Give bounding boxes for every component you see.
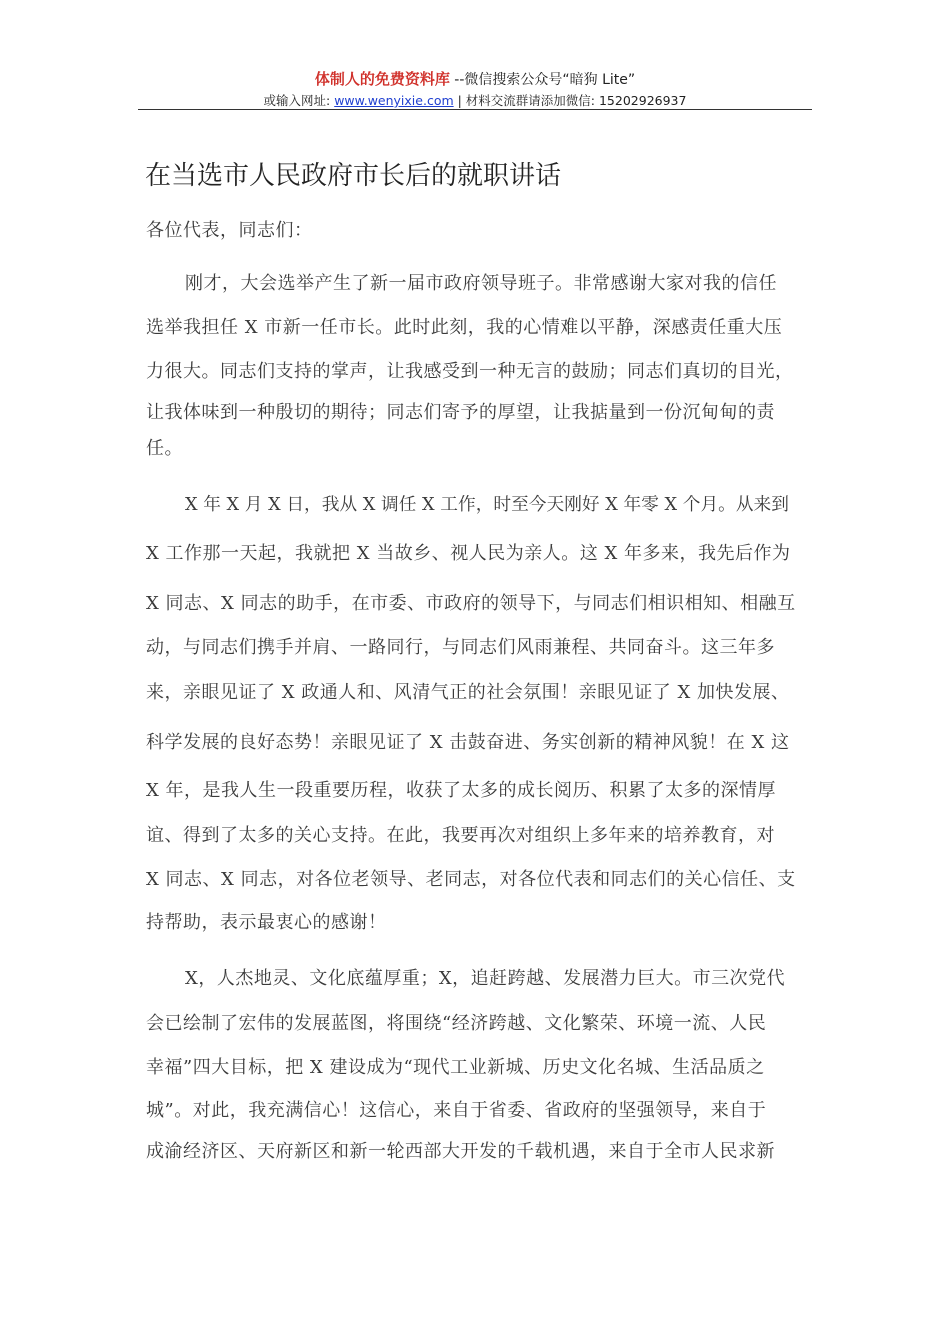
paragraph-2-line-3: X 同志、X 同志的助手，在市委、市政府的领导下，与同志们相识相知、相融互 <box>146 593 796 614</box>
document-header <box>138 68 812 111</box>
paragraph-3-line-3: 幸福”四大目标，把 X 建设成为“现代工业新城、历史文化名城、生活品质之 <box>146 1057 765 1078</box>
paragraph-2-line-6: 科学发展的良好态势！亲眼见证了 X 击鼓奋进、务实创新的精神风貌！在 X 这 <box>146 732 790 753</box>
header-url-prefix: 或输入网址: <box>263 93 335 108</box>
document-title: 在当选市人民政府市长后的就职讲话 <box>145 161 562 191</box>
paragraph-2-line-1: X 年 X 月 X 日，我从 X 调任 X 工作，时至今天刚好 X 年零 X 个月。从来到 <box>185 495 789 515</box>
header-contact-line <box>138 91 812 111</box>
paragraph-1-line-2: 选举我担任 X 市新一任市长。此时此刻，我的心情难以平静，深感责任重大压 <box>146 317 783 338</box>
header-brand-line <box>138 68 812 91</box>
header-url-link[interactable]: www.wenyixie.com <box>334 93 454 108</box>
paragraph-2-line-7: X 年，是我人生一段重要历程，收获了太多的成长阅历、积累了太多的深情厚 <box>146 780 777 801</box>
paragraph-3-line-1: X，人杰地灵、文化底蕴厚重；X，追赶跨越、发展潜力巨大。市三次党代 <box>185 968 786 989</box>
salutation: 各位代表，同志们： <box>146 220 313 241</box>
header-contact-suffix: | 材料交流群请添加微信: 15202926937 <box>453 93 687 108</box>
paragraph-3-line-4: 城”。对此，我充满信心！这信心，来自于省委、省政府的坚强领导，来自于 <box>146 1100 767 1121</box>
paragraph-2-line-4: 动，与同志们携手并肩、一路同行，与同志们风雨兼程、共同奋斗。这三年多 <box>146 637 775 658</box>
paragraph-3-line-2: 会已绘制了宏伟的发展蓝图，将围绕“经济跨越、文化繁荣、环境一流、人民 <box>146 1013 767 1034</box>
header-divider <box>138 109 812 110</box>
paragraph-1-line-1: 刚才，大会选举产生了新一届市政府领导班子。非常感谢大家对我的信任 <box>185 273 777 294</box>
paragraph-2-line-8: 谊、得到了太多的关心支持。在此，我要再次对组织上多年来的培养教育，对 <box>146 825 775 846</box>
paragraph-2-line-5: 来，亲眼见证了 X 政通人和、风清气正的社会氛围！亲眼见证了 X 加快发展、 <box>146 682 790 703</box>
paragraph-1-line-5: 任。 <box>146 438 183 459</box>
paragraph-2-line-9: X 同志、X 同志，对各位老领导、老同志，对各位代表和同志们的关心信任、支 <box>146 869 796 890</box>
header-tagline: --微信搜索公众号“暗狗 Lite” <box>449 72 636 88</box>
paragraph-2-line-10: 持帮助，表示最衷心的感谢！ <box>146 912 387 933</box>
paragraph-2-line-2: X 工作那一天起，我就把 X 当故乡、视人民为亲人。这 X 年多来，我先后作为 <box>146 543 791 564</box>
paragraph-3-line-5: 成渝经济区、天府新区和新一轮西部大开发的千载机遇，来自于全市人民求新 <box>146 1141 775 1162</box>
paragraph-1-line-4: 让我体味到一种殷切的期待；同志们寄予的厚望，让我掂量到一份沉甸甸的责 <box>146 402 775 423</box>
header-brand: 体制人的免费资料库 <box>314 70 450 88</box>
paragraph-1-line-3: 力很大。同志们支持的掌声，让我感受到一种无言的鼓励；同志们真切的目光， <box>146 361 794 382</box>
